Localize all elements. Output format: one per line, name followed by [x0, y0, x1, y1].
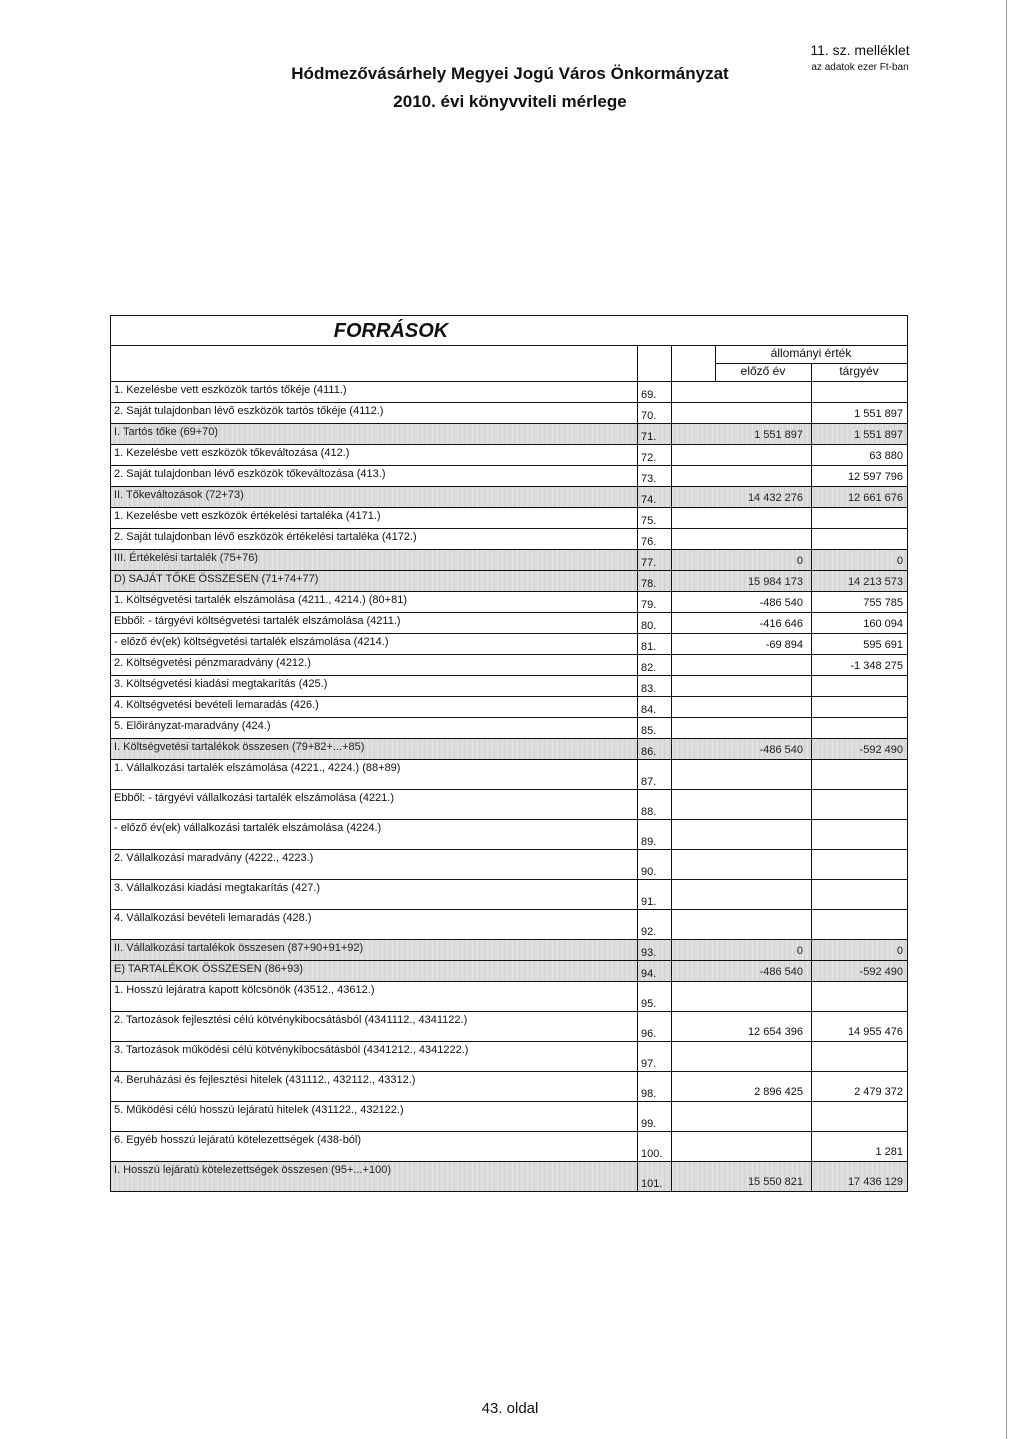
- row-label: II. Tőkeváltozások (72+73): [114, 489, 244, 501]
- table-row: [111, 1011, 907, 1041]
- row-label: 1. Költségvetési tartalék elszámolása (4211., 4214.) (80+81): [114, 594, 407, 606]
- value-prev-year: 0: [796, 555, 803, 567]
- value-prev-year: 15 550 821: [747, 1176, 803, 1188]
- table-row: [111, 423, 907, 444]
- column-divider-prev: [671, 381, 672, 1191]
- header-divider-values: [671, 345, 672, 381]
- row-label: 2. Vállalkozási maradvány (4222., 4223.): [114, 852, 314, 864]
- row-label: 5. Előirányzat-maradvány (424.): [114, 720, 271, 732]
- row-number: 96.: [641, 1028, 657, 1040]
- row-label: - előző év(ek) vállalkozási tartalék elszámolása (4224.): [114, 822, 382, 834]
- unit-note: az adatok ezer Ft-ban: [811, 62, 909, 73]
- table-row: [111, 1041, 907, 1071]
- table-row: [111, 960, 907, 981]
- column-header-current-year: tárgyév: [839, 364, 879, 378]
- row-label: 3. Költségvetési kiadási megtakarítás (425.): [114, 678, 328, 690]
- value-prev-year: -486 540: [759, 744, 803, 756]
- table-row: [111, 591, 907, 612]
- row-number: 77.: [641, 557, 657, 569]
- table-row: [111, 570, 907, 591]
- row-label: 2. Saját tulajdonban lévő eszközök tőkeváltozása (413.): [114, 468, 386, 480]
- table-row: [111, 879, 907, 909]
- table-row: [111, 849, 907, 879]
- table-body: [111, 381, 907, 1191]
- table-row: [111, 465, 907, 486]
- table-row: [111, 981, 907, 1011]
- row-number: 94.: [641, 968, 657, 980]
- row-label: E) TARTALÉKOK ÖSSZESEN (86+93): [114, 963, 304, 975]
- value-current-year: 1 551 897: [854, 408, 903, 420]
- row-label: I. Tartós tőke (69+70): [114, 426, 219, 438]
- row-number: 86.: [641, 746, 657, 758]
- table-row: [111, 1071, 907, 1101]
- row-label: - előző év(ek) költségvetési tartalék elszámolása (4214.): [114, 636, 389, 648]
- row-number: 91.: [641, 896, 657, 908]
- value-current-year: -592 490: [859, 744, 903, 756]
- column-header-prev-year: előző év: [740, 364, 786, 378]
- row-label: 6. Egyéb hosszú lejáratú kötelezettségek (438-ból): [114, 1134, 362, 1146]
- value-current-year: 755 785: [863, 597, 903, 609]
- value-current-year: -592 490: [859, 966, 903, 978]
- table-row: [111, 759, 907, 789]
- column-divider-curr: [811, 381, 812, 1191]
- row-number: 70.: [641, 410, 657, 422]
- value-current-year: 63 880: [869, 450, 903, 462]
- row-label: 1. Vállalkozási tartalék elszámolása (4221., 4224.) (88+89): [114, 762, 401, 774]
- table-row: [111, 939, 907, 960]
- row-label: 4. Vállalkozási bevételi lemaradás (428.): [114, 912, 312, 924]
- row-number: 78.: [641, 578, 657, 590]
- table-row: [111, 381, 907, 402]
- table-row: [111, 507, 907, 528]
- row-number: 88.: [641, 806, 657, 818]
- value-current-year: 14 955 476: [847, 1026, 903, 1038]
- row-number: 92.: [641, 926, 657, 938]
- row-number: 97.: [641, 1058, 657, 1070]
- row-number: 85.: [641, 725, 657, 737]
- row-label: Ebből: - tárgyévi vállalkozási tartalék elszámolása (4221.): [114, 792, 395, 804]
- row-number: 82.: [641, 662, 657, 674]
- row-label: 1. Kezelésbe vett eszközök értékelési tartaléka (4171.): [114, 510, 381, 522]
- row-label: 4. Költségvetési bevételi lemaradás (426.): [114, 699, 319, 711]
- row-label: 1. Kezelésbe vett eszközök tartós tőkéje (4111.): [114, 384, 347, 396]
- value-prev-year: 0: [796, 945, 803, 957]
- value-prev-year: 15 984 173: [747, 576, 803, 588]
- report-subtitle: 2010. évi könyvviteli mérlege: [393, 92, 627, 111]
- table-row: [111, 717, 907, 738]
- page-number: 43. oldal: [481, 1400, 539, 1417]
- report-title: Hódmezővásárhely Megyei Jogú Város Önkormányzat: [291, 64, 729, 83]
- row-number: 87.: [641, 776, 657, 788]
- row-number: 95.: [641, 998, 657, 1010]
- table-row: [111, 1101, 907, 1131]
- table-row: [111, 738, 907, 759]
- row-number: 90.: [641, 866, 657, 878]
- value-current-year: -1 348 275: [850, 660, 903, 672]
- row-number: 74.: [641, 494, 657, 506]
- value-current-year: 1 551 897: [854, 429, 903, 441]
- row-number: 89.: [641, 836, 657, 848]
- row-label: 1. Hosszú lejáratra kapott kölcsönök (43512., 43612.): [114, 984, 375, 996]
- value-prev-year: 12 654 396: [747, 1026, 803, 1038]
- row-number: 80.: [641, 620, 657, 632]
- row-label: 2. Költségvetési pénzmaradvány (4212.): [114, 657, 311, 669]
- row-number: 76.: [641, 536, 657, 548]
- table-row: [111, 528, 907, 549]
- value-current-year: 12 661 676: [847, 492, 903, 504]
- row-label: 1. Kezelésbe vett eszközök tőkeváltozása (412.): [114, 447, 350, 459]
- page-edge-line: [1006, 0, 1007, 1439]
- row-label: 3. Vállalkozási kiadási megtakarítás (427.): [114, 882, 321, 894]
- row-label: I. Hosszú lejáratú kötelezettségek összesen (95+...+100): [114, 1164, 391, 1176]
- table-row: [111, 444, 907, 465]
- row-label: Ebből: - tárgyévi költségvetési tartalék elszámolása (4211.): [114, 615, 401, 627]
- row-number: 93.: [641, 947, 657, 959]
- table-row: [111, 612, 907, 633]
- value-current-year: 0: [896, 945, 903, 957]
- row-number: 84.: [641, 704, 657, 716]
- table-row: [111, 654, 907, 675]
- table-row: [111, 819, 907, 849]
- value-prev-year: 2 896 425: [754, 1086, 803, 1098]
- row-number: 71.: [641, 431, 657, 443]
- row-label: 3. Tartozások működési célú kötvénykibocsátásból (4341212., 4341222.): [114, 1044, 469, 1056]
- table-row: [111, 402, 907, 423]
- row-number: 69.: [641, 389, 657, 401]
- value-current-year: 0: [896, 555, 903, 567]
- value-prev-year: -486 540: [759, 597, 803, 609]
- value-current-year: 160 094: [863, 618, 903, 630]
- row-number: 83.: [641, 683, 657, 695]
- value-current-year: 1 281: [875, 1146, 903, 1158]
- table-row: [111, 633, 907, 654]
- row-label: II. Vállalkozási tartalékok összesen (87+90+91+92): [114, 942, 364, 954]
- row-number: 79.: [641, 599, 657, 611]
- column-divider-num: [637, 381, 638, 1191]
- value-prev-year: 14 432 276: [747, 492, 803, 504]
- row-number: 72.: [641, 452, 657, 464]
- row-number: 99.: [641, 1118, 657, 1130]
- row-number: 98.: [641, 1088, 657, 1100]
- value-current-year: 2 479 372: [854, 1086, 903, 1098]
- row-label: 2. Saját tulajdonban lévő eszközök tartós tőkéje (4112.): [114, 405, 384, 417]
- annex-label: 11. sz. melléklet: [810, 42, 910, 58]
- value-prev-year: -486 540: [759, 966, 803, 978]
- header-divider-num: [637, 345, 638, 381]
- row-label: III. Értékelési tartalék (75+76): [114, 552, 258, 564]
- row-number: 73.: [641, 473, 657, 485]
- table-row: [111, 549, 907, 570]
- table-row: [111, 486, 907, 507]
- sources-table: [110, 315, 908, 1192]
- table-title: FORRÁSOK: [333, 320, 449, 342]
- table-row: [111, 696, 907, 717]
- value-current-year: 17 436 129: [847, 1176, 903, 1188]
- row-label: I. Költségvetési tartalékok összesen (79+82+...+85): [114, 741, 365, 753]
- row-number: 75.: [641, 515, 657, 527]
- row-number: 101.: [641, 1178, 663, 1190]
- table-row: [111, 675, 907, 696]
- row-label: 2. Saját tulajdonban lévő eszközök értékelési tartaléka (4172.): [114, 531, 417, 543]
- value-prev-year: -416 646: [759, 618, 803, 630]
- value-current-year: 14 213 573: [847, 576, 903, 588]
- value-prev-year: -69 894: [765, 639, 803, 651]
- value-current-year: 595 691: [863, 639, 903, 651]
- row-label: 5. Működési célú hosszú lejáratú hitelek (431122., 432122.): [114, 1104, 404, 1116]
- table-row: [111, 1131, 907, 1161]
- row-number: 81.: [641, 641, 657, 653]
- column-header: [111, 345, 907, 381]
- header-divider-group: [715, 345, 716, 381]
- value-current-year: 12 597 796: [847, 471, 903, 483]
- row-number: 100.: [641, 1148, 663, 1160]
- row-label: D) SAJÁT TŐKE ÖSSZESEN (71+74+77): [114, 573, 319, 585]
- table-row: [111, 1161, 907, 1191]
- row-label: 2. Tartozások fejlesztési célú kötvénykibocsátásból (4341112., 4341122.): [114, 1014, 468, 1026]
- table-row: [111, 909, 907, 939]
- value-prev-year: 1 551 897: [754, 429, 803, 441]
- row-label: 4. Beruházási és fejlesztési hitelek (431112., 432112., 43312.): [114, 1074, 416, 1086]
- table-row: [111, 789, 907, 819]
- column-group-header: állományi érték: [770, 346, 852, 360]
